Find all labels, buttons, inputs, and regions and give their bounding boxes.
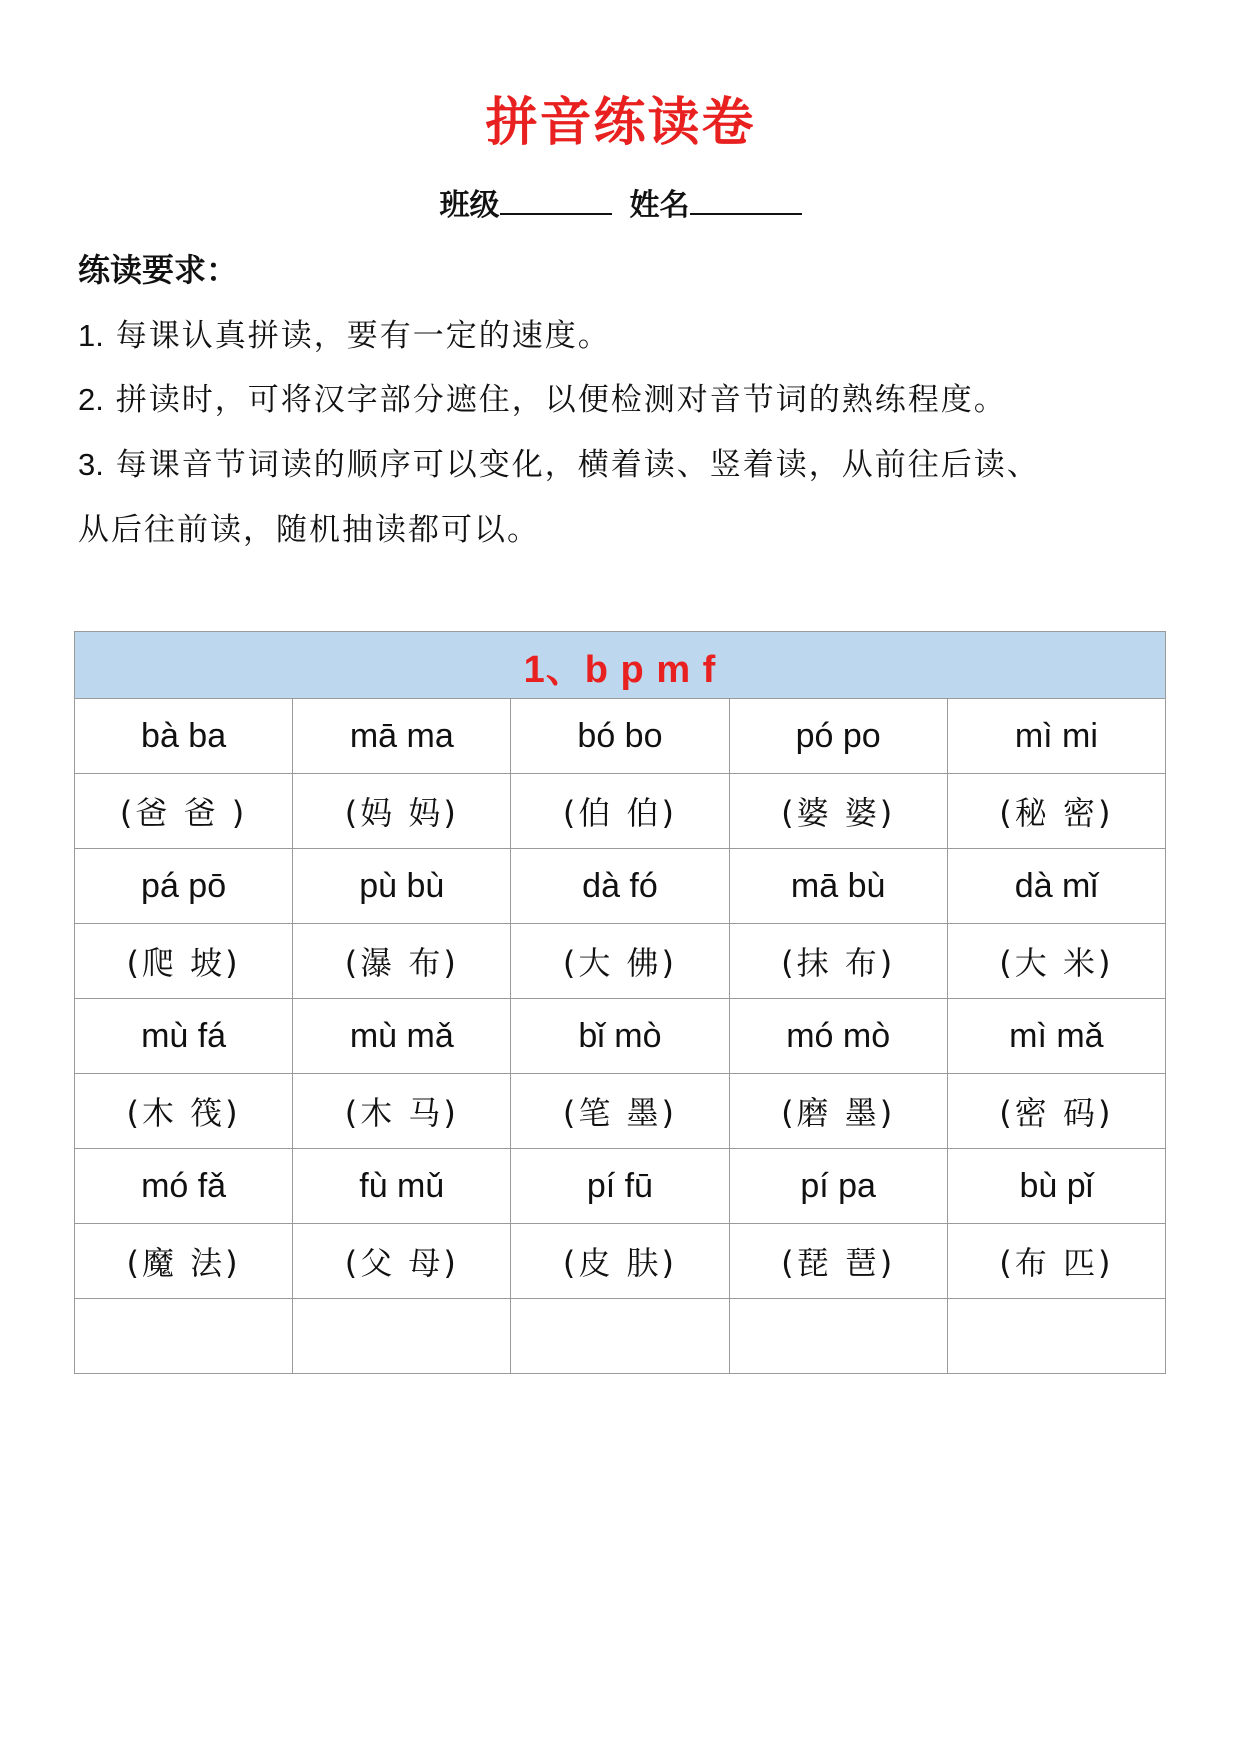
hanzi-cell: (笔 墨) (511, 1074, 729, 1149)
pinyin-cell: mù mǎ (293, 999, 511, 1074)
hanzi-cell: (魔 法) (75, 1224, 293, 1299)
hanzi-cell: (磨 墨) (729, 1074, 947, 1149)
pinyin-cell: pí fū (511, 1149, 729, 1224)
hanzi-cell: (大 佛) (511, 924, 729, 999)
hanzi-cell: (密 码) (947, 1074, 1165, 1149)
table-row (75, 1224, 1166, 1299)
hanzi-cell: (琵 琶) (729, 1224, 947, 1299)
pinyin-cell: bǐ mò (511, 999, 729, 1074)
requirement-number: 2. (78, 382, 104, 417)
pinyin-cell: mì mi (947, 699, 1165, 774)
table-header: 1、b p m f (75, 632, 1166, 699)
requirement-number: 1. (78, 318, 104, 353)
empty-cell (947, 1299, 1165, 1374)
hanzi-cell: (木 马) (293, 1074, 511, 1149)
table-header-row (75, 632, 1166, 699)
pinyin-cell: mó mò (729, 999, 947, 1074)
page-title: 拼音练读卷 (485, 93, 756, 153)
empty-cell (729, 1299, 947, 1374)
hanzi-cell: (伯 伯) (511, 774, 729, 849)
hanzi-cell: (妈 妈) (293, 774, 511, 849)
class-name-line (0, 185, 1241, 226)
hanzi-cell: (秘 密) (947, 774, 1165, 849)
hanzi-cell: (爸 爸 ) (75, 774, 293, 849)
hanzi-cell: (婆 婆) (729, 774, 947, 849)
class-label: 班级 (439, 188, 500, 223)
pinyin-cell: mì mǎ (947, 999, 1165, 1074)
pinyin-cell: dà mǐ (947, 849, 1165, 924)
hanzi-cell: (大 米) (947, 924, 1165, 999)
table-row (75, 1149, 1166, 1224)
requirement-number: 3. (78, 447, 104, 482)
empty-cell (293, 1299, 511, 1374)
table-row (75, 849, 1166, 924)
table-row (75, 1074, 1166, 1149)
hanzi-cell: (木 筏) (75, 1074, 293, 1149)
pinyin-cell: pí pa (729, 1149, 947, 1224)
empty-cell (511, 1299, 729, 1374)
hanzi-cell: (爬 坡) (75, 924, 293, 999)
pinyin-cell: bó bo (511, 699, 729, 774)
requirement-item (78, 378, 1178, 422)
requirement-text: 每课认真拼读，要有一定的速度。 (115, 318, 611, 354)
pinyin-cell: mā bù (729, 849, 947, 924)
pinyin-table (74, 631, 1166, 1374)
table-row (75, 999, 1166, 1074)
pinyin-cell: pá pō (75, 849, 293, 924)
requirement-item (78, 314, 1178, 358)
requirement-text: 拼读时，可将汉字部分遮住，以便检测对音节词的熟练程度。 (115, 382, 1007, 418)
class-blank[interactable] (500, 185, 612, 215)
pinyin-cell: mù fá (75, 999, 293, 1074)
hanzi-cell: (瀑 布) (293, 924, 511, 999)
pinyin-cell: pó po (729, 699, 947, 774)
hanzi-cell: (布 匹) (947, 1224, 1165, 1299)
table-row (75, 924, 1166, 999)
requirements-heading: 练读要求： (78, 251, 239, 289)
requirement-continuation: 从后往前读，随机抽读都可以。 (78, 512, 540, 548)
pinyin-cell: pù bù (293, 849, 511, 924)
hanzi-cell: (皮 肤) (511, 1224, 729, 1299)
name-blank[interactable] (690, 185, 802, 215)
name-label: 姓名 (629, 188, 690, 223)
pinyin-cell: dà fó (511, 849, 729, 924)
pinyin-cell: fù mǔ (293, 1149, 511, 1224)
pinyin-cell: bù pǐ (947, 1149, 1165, 1224)
pinyin-cell: bà ba (75, 699, 293, 774)
requirement-item (78, 443, 1178, 487)
pinyin-cell: mā ma (293, 699, 511, 774)
empty-cell (75, 1299, 293, 1374)
pinyin-cell: mó fǎ (75, 1149, 293, 1224)
requirement-text: 每课音节词读的顺序可以变化，横着读、竖着读，从前往后读、 (115, 447, 1040, 483)
table-row-empty (75, 1299, 1166, 1374)
table-row (75, 699, 1166, 774)
table-row (75, 774, 1166, 849)
hanzi-cell: (抹 布) (729, 924, 947, 999)
hanzi-cell: (父 母) (293, 1224, 511, 1299)
